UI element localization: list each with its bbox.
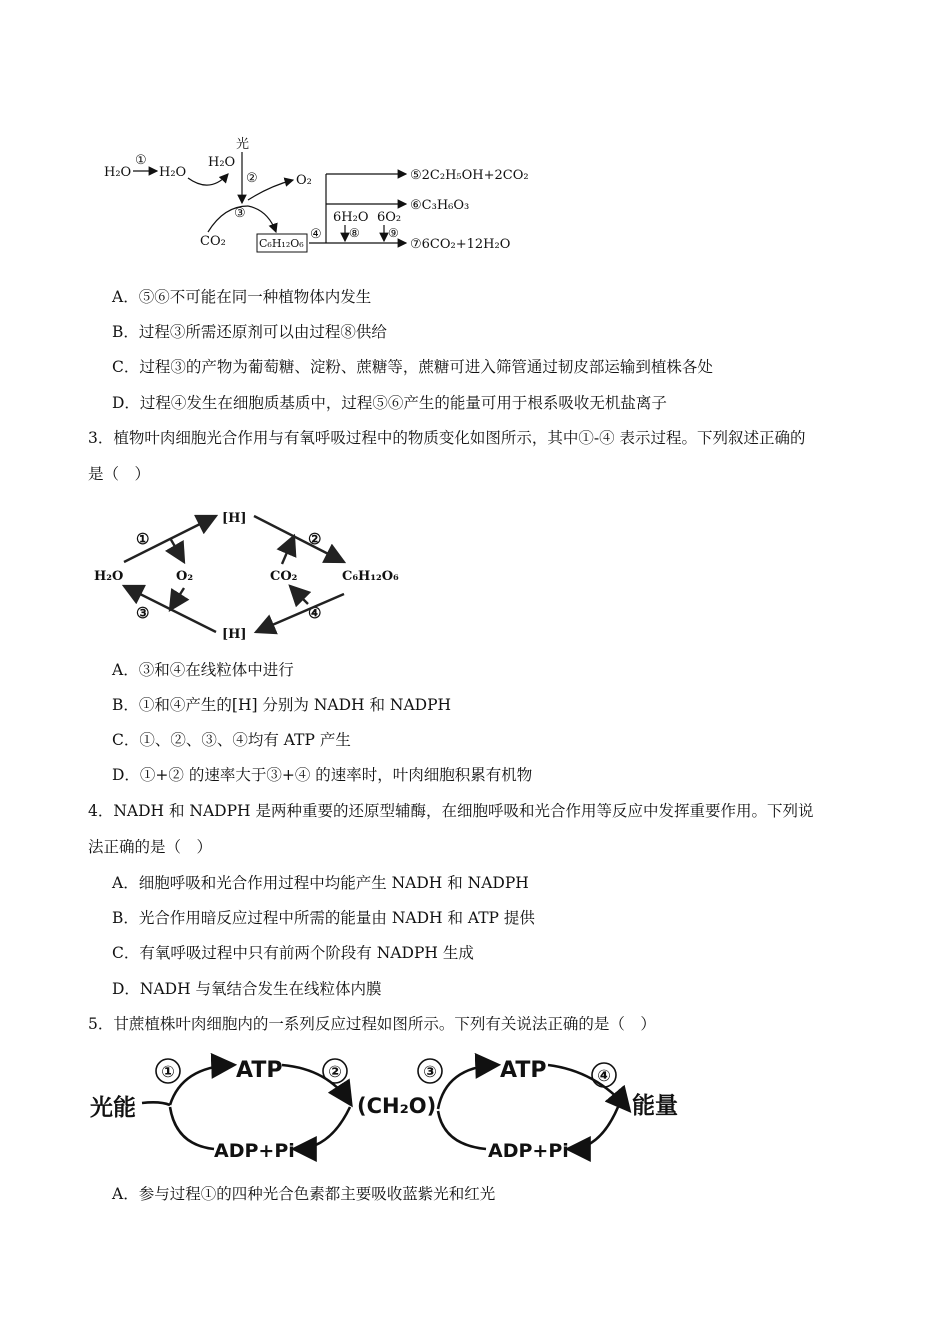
d2-step1: ①	[136, 530, 150, 548]
step1-label: ①	[135, 153, 147, 168]
atp-cycle-diagram	[0, 1045, 950, 1170]
q2-option-d: D．过程④发生在细胞质基质中，过程⑤⑥产生的能量可用于根系吸收无机盐离子	[112, 394, 667, 412]
d3-step3: ③	[423, 1062, 437, 1081]
d3-atp-right: ATP	[500, 1058, 547, 1083]
step8-label: ⑧	[349, 226, 360, 240]
q3-option-a: A．③和④在线粒体中进行	[112, 661, 294, 679]
q2-option-c: C．过程③的产物为葡萄糖、淀粉、蔗糖等，蔗糖可进入筛管通过韧皮部运输到植株各处	[112, 358, 713, 376]
product-7: ⑦6CO₂+12H₂O	[410, 237, 511, 252]
photosynthesis-respiration-diagram	[0, 500, 950, 650]
q5-stem: 5．甘蔗植株叶肉细胞内的一系列反应过程如图所示。下列有关说法正确的是（ ）	[88, 1015, 656, 1033]
q4-option-a: A．细胞呼吸和光合作用过程中均能产生 NADH 和 NADPH	[112, 874, 529, 892]
d3-atp-left: ATP	[236, 1058, 283, 1083]
q4-stem: 4．NADH 和 NADPH 是两种重要的还原型辅酶，在细胞呼吸和光合作用等反应中发挥重要作用。下列说	[88, 802, 814, 820]
d3-adp-right: ADP+Pi	[488, 1140, 569, 1162]
q4-option-c: C．有氧呼吸过程中只有前两个阶段有 NADPH 生成	[112, 944, 474, 962]
glucose-box: C₆H₁₂O₆	[259, 237, 304, 250]
d2-o2: O₂	[176, 569, 194, 584]
d2-h2o: H₂O	[94, 569, 124, 584]
q3-option-d: D．①+② 的速率大于③+④ 的速率时，叶肉细胞积累有机物	[112, 766, 533, 784]
light-label: 光	[236, 137, 250, 152]
d2-glucose: C₆H₁₂O₆	[342, 569, 399, 584]
d2-step4: ④	[308, 604, 322, 622]
d3-adp-left: ADP+Pi	[214, 1140, 295, 1162]
input-h2o: 6H₂O	[333, 210, 369, 225]
d2-step3: ③	[136, 604, 150, 622]
q3-stem-cont: 是（ ）	[88, 465, 151, 483]
d3-energy: 能量	[632, 1093, 678, 1119]
step3-label: ③	[234, 206, 246, 221]
q4-option-d: D．NADH 与氧结合发生在线粒体内膜	[112, 980, 382, 998]
q4-stem-cont: 法正确的是（ ）	[88, 838, 213, 856]
step9-label: ⑨	[388, 226, 399, 240]
h2o-mid-label: H₂O	[159, 165, 187, 180]
q2-option-b: B．过程③所需还原剂可以由过程⑧供给	[112, 323, 387, 341]
metabolism-diagram-1	[0, 0, 950, 280]
co2-label: CO₂	[200, 234, 226, 249]
q3-option-c: C．①、②、③、④均有 ATP 产生	[112, 731, 351, 749]
d3-step2: ②	[328, 1062, 342, 1081]
step2-label: ②	[246, 171, 258, 186]
d3-step4: ④	[597, 1066, 611, 1085]
q4-option-b: B．光合作用暗反应过程中所需的能量由 NADH 和 ATP 提供	[112, 909, 535, 927]
h2o-left-label: H₂O	[104, 165, 132, 180]
q3-option-b: B．①和④产生的[H] 分别为 NADH 和 NADPH	[112, 696, 452, 714]
h2o-top-label: H₂O	[208, 155, 236, 170]
product-5: ⑤2C₂H₅OH+2CO₂	[410, 168, 529, 183]
d2-co2: CO₂	[270, 569, 298, 584]
d3-light-energy: 光能	[90, 1095, 136, 1121]
q2-option-a: A．⑤⑥不可能在同一种植物体内发生	[112, 288, 372, 306]
input-o2: 6O₂	[377, 210, 402, 225]
q5-option-a: A．参与过程①的四种光合色素都主要吸收蓝紫光和红光	[112, 1185, 496, 1203]
d3-ch2o: (CH₂O)	[357, 1094, 437, 1118]
d3-step1: ①	[161, 1062, 175, 1081]
d2-step2: ②	[308, 530, 322, 548]
o2-label: O₂	[296, 173, 312, 188]
d2-h-bottom: [H]	[222, 627, 247, 642]
step4-label: ④	[310, 227, 322, 242]
q3-stem: 3．植物叶肉细胞光合作用与有氧呼吸过程中的物质变化如图所示，其中①-④ 表示过程。下列叙述正确的	[88, 429, 806, 447]
d2-h-top: [H]	[222, 511, 247, 526]
product-6: ⑥C₃H₆O₃	[410, 198, 470, 213]
